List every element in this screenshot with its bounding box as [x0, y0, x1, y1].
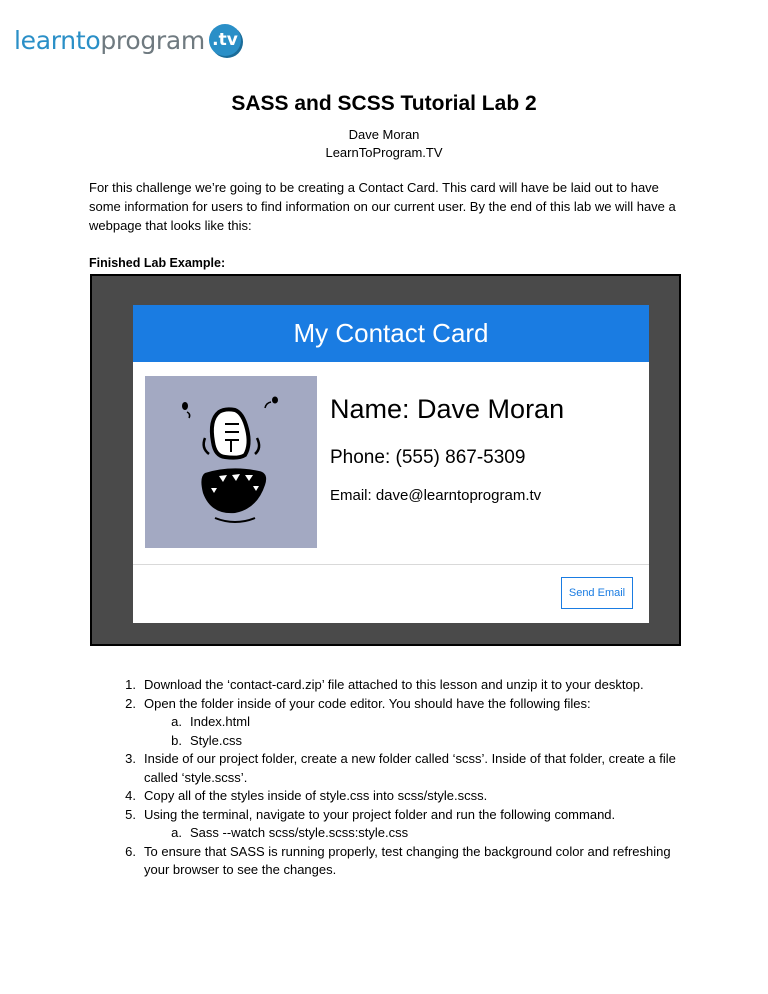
cartoon-face-icon — [145, 376, 317, 548]
example-screenshot-frame — [90, 274, 681, 646]
sub-list-item: a. Sass --watch scss/style.scss:style.css — [171, 825, 409, 840]
site-name: LearnToProgram.TV — [325, 145, 443, 160]
list-item: 1. Download the ‘contact-card.zip’ file attached to this lesson and unzip it to your desktop. — [125, 677, 644, 692]
contact-card — [133, 305, 649, 623]
list-item: 5. Using the terminal, navigate to your project folder and run the following command. — [125, 806, 616, 822]
instructions-list — [98, 676, 698, 880]
example-label: Finished Lab Example: — [89, 256, 226, 270]
sub-list-item: a. Index.html — [171, 714, 250, 729]
send-email-button[interactable]: Send Email — [561, 577, 633, 609]
contact-phone: Phone: (555) 867-5309 — [330, 447, 526, 468]
author: Dave Moran — [348, 127, 420, 142]
logo-text: learntoprogram — [14, 25, 205, 55]
card-divider — [133, 564, 649, 565]
sub-list-item: b. Style.css — [171, 732, 243, 748]
list-item: 2. Open the folder inside of your code editor. You should have the following files: — [125, 695, 591, 711]
list-item: 4. Copy all of the styles inside of style.css into scss/style.scss. — [125, 788, 488, 803]
document-title: SASS and SCSS Tutorial Lab 2 — [231, 92, 537, 115]
contact-email: Email: dave@learntoprogram.tv — [330, 487, 542, 504]
list-item: 6. To ensure that SASS is running properly, test changing the background color and refreshing your browser to see the changes. — [125, 843, 671, 877]
list-item: 3. Inside of our project folder, create a new folder called ‘scss’. Inside of that folder, create a file called ‘style.scss’. — [125, 751, 676, 785]
card-header: My Contact Card — [133, 305, 649, 362]
tv-badge-icon: .tv — [209, 24, 241, 56]
intro-paragraph: For this challenge we’re going to be creating a Contact Card. This card will have be laid out to have some information for users to find information on our current user. By the end of this lab we will have a webpage that looks like this: — [89, 180, 676, 233]
avatar — [145, 376, 317, 548]
learntoprogram-logo — [14, 24, 241, 56]
contact-name: Name: Dave Moran — [330, 394, 565, 424]
